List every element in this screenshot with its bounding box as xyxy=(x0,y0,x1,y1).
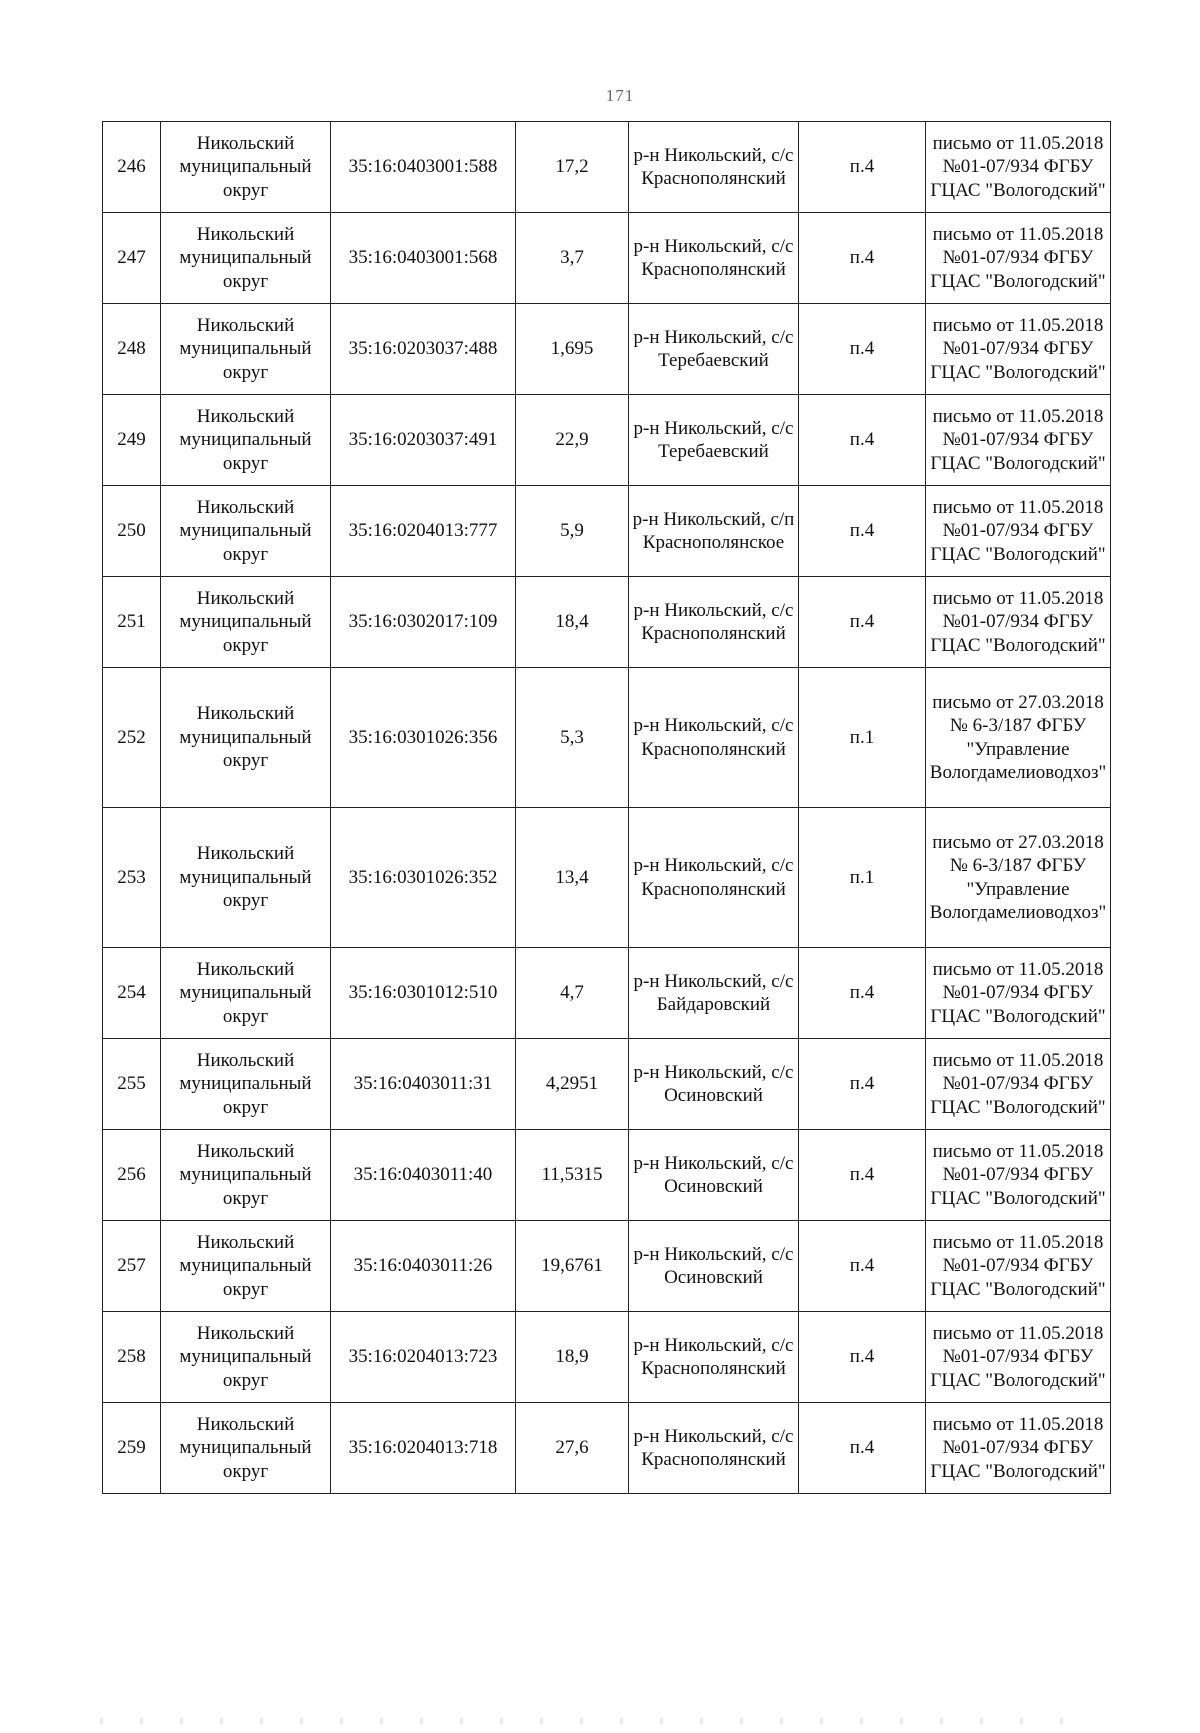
area-cell: 11,5315 xyxy=(516,1130,629,1221)
location-cell: р-н Никольский, с/с Краснополянский xyxy=(629,577,799,668)
district-cell: Никольский муниципальный округ xyxy=(161,668,331,808)
location-cell: р-н Никольский, с/с Краснополянский xyxy=(629,808,799,948)
area-cell: 5,3 xyxy=(516,668,629,808)
row-number-cell: 248 xyxy=(103,304,161,395)
location-cell: р-н Никольский, с/с Краснополянский xyxy=(629,1312,799,1403)
basis-cell: письмо от 11.05.2018 №01-07/934 ФГБУ ГЦАС "Вологодский" xyxy=(926,577,1111,668)
row-number-cell: 256 xyxy=(103,1130,161,1221)
location-cell: р-н Никольский, с/с Теребаевский xyxy=(629,395,799,486)
table-row xyxy=(103,395,1111,486)
district-cell: Никольский муниципальный округ xyxy=(161,1130,331,1221)
clause-cell: п.4 xyxy=(799,486,926,577)
scan-artifact xyxy=(100,1718,1100,1724)
district-cell: Никольский муниципальный округ xyxy=(161,808,331,948)
basis-cell: письмо от 11.05.2018 №01-07/934 ФГБУ ГЦАС "Вологодский" xyxy=(926,395,1111,486)
land-plots-table xyxy=(102,121,1111,1494)
table-row xyxy=(103,1403,1111,1494)
location-cell: р-н Никольский, с/п Краснополянское xyxy=(629,486,799,577)
location-cell: р-н Никольский, с/с Краснополянский xyxy=(629,1403,799,1494)
row-number-cell: 257 xyxy=(103,1221,161,1312)
location-cell: р-н Никольский, с/с Краснополянский xyxy=(629,668,799,808)
table-row xyxy=(103,668,1111,808)
clause-cell: п.1 xyxy=(799,808,926,948)
cadastral-number-cell: 35:16:0203037:488 xyxy=(331,304,516,395)
district-cell: Никольский муниципальный округ xyxy=(161,1221,331,1312)
area-cell: 17,2 xyxy=(516,122,629,213)
cadastral-number-cell: 35:16:0203037:491 xyxy=(331,395,516,486)
basis-cell: письмо от 11.05.2018 №01-07/934 ФГБУ ГЦАС "Вологодский" xyxy=(926,948,1111,1039)
clause-cell: п.4 xyxy=(799,122,926,213)
table-row xyxy=(103,486,1111,577)
table-row xyxy=(103,213,1111,304)
row-number-cell: 251 xyxy=(103,577,161,668)
area-cell: 27,6 xyxy=(516,1403,629,1494)
cadastral-number-cell: 35:16:0204013:718 xyxy=(331,1403,516,1494)
area-cell: 3,7 xyxy=(516,213,629,304)
district-cell: Никольский муниципальный округ xyxy=(161,1403,331,1494)
basis-cell: письмо от 11.05.2018 №01-07/934 ФГБУ ГЦАС "Вологодский" xyxy=(926,1130,1111,1221)
clause-cell: п.4 xyxy=(799,1312,926,1403)
table-row xyxy=(103,1130,1111,1221)
basis-cell: письмо от 11.05.2018 №01-07/934 ФГБУ ГЦАС "Вологодский" xyxy=(926,486,1111,577)
basis-cell: письмо от 11.05.2018 №01-07/934 ФГБУ ГЦАС "Вологодский" xyxy=(926,1039,1111,1130)
area-cell: 18,9 xyxy=(516,1312,629,1403)
row-number-cell: 252 xyxy=(103,668,161,808)
clause-cell: п.4 xyxy=(799,395,926,486)
district-cell: Никольский муниципальный округ xyxy=(161,122,331,213)
table-row xyxy=(103,1039,1111,1130)
cadastral-number-cell: 35:16:0403011:26 xyxy=(331,1221,516,1312)
district-cell: Никольский муниципальный округ xyxy=(161,1312,331,1403)
area-cell: 1,695 xyxy=(516,304,629,395)
clause-cell: п.4 xyxy=(799,577,926,668)
area-cell: 4,2951 xyxy=(516,1039,629,1130)
cadastral-number-cell: 35:16:0204013:777 xyxy=(331,486,516,577)
table-row xyxy=(103,1312,1111,1403)
clause-cell: п.4 xyxy=(799,1221,926,1312)
location-cell: р-н Никольский, с/с Осиновский xyxy=(629,1039,799,1130)
table-row xyxy=(103,948,1111,1039)
page-number: 171 xyxy=(605,86,635,105)
basis-cell: письмо от 11.05.2018 №01-07/934 ФГБУ ГЦАС "Вологодский" xyxy=(926,213,1111,304)
district-cell: Никольский муниципальный округ xyxy=(161,577,331,668)
table-row xyxy=(103,808,1111,948)
basis-cell: письмо от 27.03.2018 № 6-3/187 ФГБУ "Управление Вологдамелиоводхоз" xyxy=(926,668,1111,808)
row-number-cell: 250 xyxy=(103,486,161,577)
cadastral-number-cell: 35:16:0301012:510 xyxy=(331,948,516,1039)
clause-cell: п.4 xyxy=(799,304,926,395)
location-cell: р-н Никольский, с/с Осиновский xyxy=(629,1130,799,1221)
cadastral-number-cell: 35:16:0302017:109 xyxy=(331,577,516,668)
row-number-cell: 246 xyxy=(103,122,161,213)
area-cell: 4,7 xyxy=(516,948,629,1039)
district-cell: Никольский муниципальный округ xyxy=(161,486,331,577)
area-cell: 13,4 xyxy=(516,808,629,948)
cadastral-number-cell: 35:16:0301026:352 xyxy=(331,808,516,948)
row-number-cell: 247 xyxy=(103,213,161,304)
location-cell: р-н Никольский, с/с Осиновский xyxy=(629,1221,799,1312)
basis-cell: письмо от 11.05.2018 №01-07/934 ФГБУ ГЦАС "Вологодский" xyxy=(926,304,1111,395)
district-cell: Никольский муниципальный округ xyxy=(161,213,331,304)
row-number-cell: 259 xyxy=(103,1403,161,1494)
clause-cell: п.4 xyxy=(799,213,926,304)
location-cell: р-н Никольский, с/с Теребаевский xyxy=(629,304,799,395)
district-cell: Никольский муниципальный округ xyxy=(161,304,331,395)
clause-cell: п.4 xyxy=(799,1130,926,1221)
basis-cell: письмо от 11.05.2018 №01-07/934 ФГБУ ГЦАС "Вологодский" xyxy=(926,1403,1111,1494)
cadastral-number-cell: 35:16:0403001:568 xyxy=(331,213,516,304)
table-row xyxy=(103,122,1111,213)
location-cell: р-н Никольский, с/с Краснополянский xyxy=(629,122,799,213)
row-number-cell: 253 xyxy=(103,808,161,948)
location-cell: р-н Никольский, с/с Краснополянский xyxy=(629,213,799,304)
row-number-cell: 249 xyxy=(103,395,161,486)
area-cell: 19,6761 xyxy=(516,1221,629,1312)
area-cell: 18,4 xyxy=(516,577,629,668)
district-cell: Никольский муниципальный округ xyxy=(161,395,331,486)
area-cell: 22,9 xyxy=(516,395,629,486)
cadastral-number-cell: 35:16:0301026:356 xyxy=(331,668,516,808)
clause-cell: п.1 xyxy=(799,668,926,808)
district-cell: Никольский муниципальный округ xyxy=(161,948,331,1039)
basis-cell: письмо от 27.03.2018 № 6-3/187 ФГБУ "Управление Вологдамелиоводхоз" xyxy=(926,808,1111,948)
district-cell: Никольский муниципальный округ xyxy=(161,1039,331,1130)
cadastral-number-cell: 35:16:0204013:723 xyxy=(331,1312,516,1403)
row-number-cell: 255 xyxy=(103,1039,161,1130)
basis-cell: письмо от 11.05.2018 №01-07/934 ФГБУ ГЦАС "Вологодский" xyxy=(926,1221,1111,1312)
row-number-cell: 258 xyxy=(103,1312,161,1403)
area-cell: 5,9 xyxy=(516,486,629,577)
basis-cell: письмо от 11.05.2018 №01-07/934 ФГБУ ГЦАС "Вологодский" xyxy=(926,122,1111,213)
table-row xyxy=(103,304,1111,395)
location-cell: р-н Никольский, с/с Байдаровский xyxy=(629,948,799,1039)
row-number-cell: 254 xyxy=(103,948,161,1039)
table-body xyxy=(103,122,1111,1494)
basis-cell: письмо от 11.05.2018 №01-07/934 ФГБУ ГЦАС "Вологодский" xyxy=(926,1312,1111,1403)
clause-cell: п.4 xyxy=(799,1039,926,1130)
table-row xyxy=(103,1221,1111,1312)
cadastral-number-cell: 35:16:0403011:40 xyxy=(331,1130,516,1221)
clause-cell: п.4 xyxy=(799,948,926,1039)
clause-cell: п.4 xyxy=(799,1403,926,1494)
cadastral-number-cell: 35:16:0403011:31 xyxy=(331,1039,516,1130)
table-row xyxy=(103,577,1111,668)
cadastral-number-cell: 35:16:0403001:588 xyxy=(331,122,516,213)
